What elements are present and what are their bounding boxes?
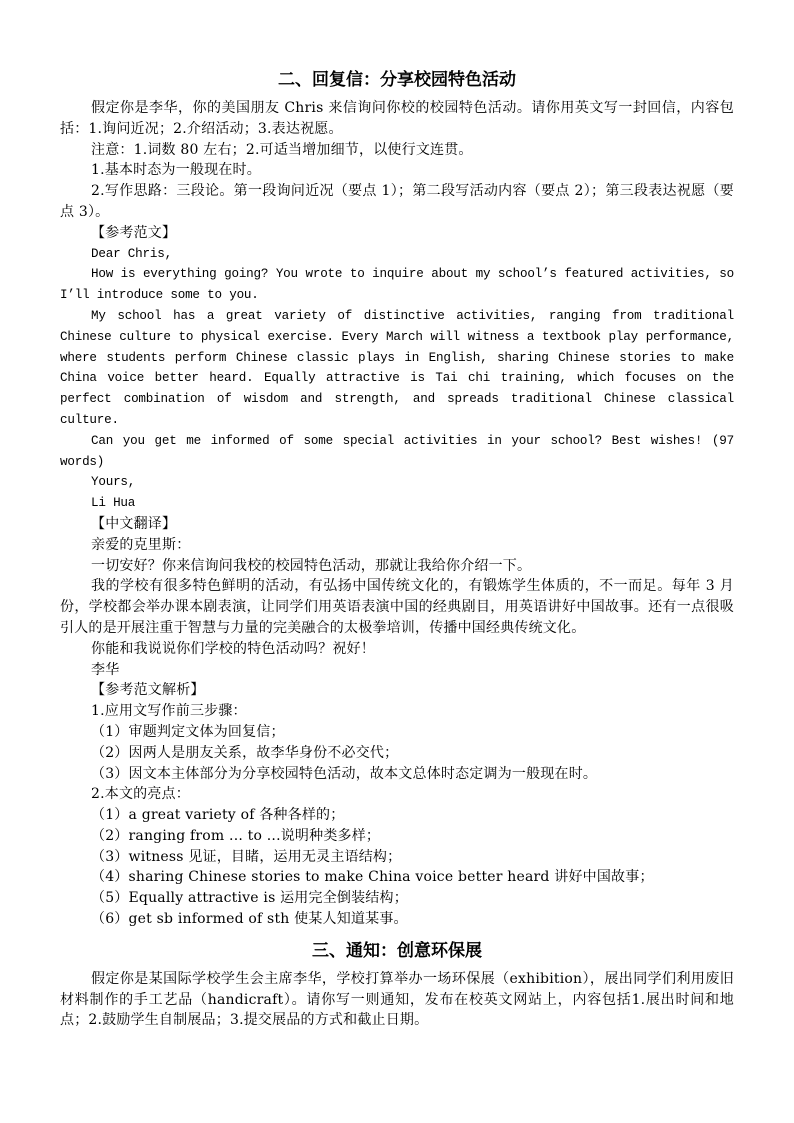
- highlight-item: （2）ranging from ... to ...说明种类多样；: [91, 827, 381, 844]
- section3-task: 假定你是某国际学校学生会主席李华，学校打算举办一场环保展（exhibition），展出同学们利用废旧材料制作的手工艺品（handicraft）。请你写一则通知，发布在校英文网站上，内容包括1.展出时间和地点；2.鼓励学生自制展品；3.提交展品的方式和截止日期。: [60, 970, 734, 1029]
- highlight-item: （3）witness 见证，目睹，运用无灵主语结构；: [91, 848, 402, 865]
- note-structure: 2.写作思路：三段论。第一段询问近况（要点 1）；第二段写活动内容（要点 2）；第三段表达祝愿（要点 3）。: [60, 183, 734, 220]
- step-item: （2）因两人是朋友关系，故李华身份不必交代；: [91, 744, 399, 761]
- step-item: （3）因文本主体部分为分享校园特色活动，故本文总体时态定调为一般现在时。: [91, 765, 598, 782]
- highlight-item: （5）Equally attractive is 运用完全倒装结构；: [91, 890, 408, 907]
- highlight-item: （4）sharing Chinese stories to make China voice better heard 讲好中国故事；: [91, 869, 654, 886]
- document-page: [60, 68, 734, 1031]
- letter-paragraph-1: How is everything going? You wrote to inquire about my school’s featured activities, so I’ll introduce some to you.: [60, 267, 734, 303]
- highlights-title: 2.本文的亮点：: [91, 786, 190, 803]
- translation-paragraph-3: 你能和我说说你们学校的特色活动吗？祝好！: [91, 640, 375, 657]
- letter-paragraph-2: My school has a great variety of distinctive activities, ranging from traditional Chinese culture to physical exercise. Every March will witness a textbook play performance, where students perform Chinese classic plays in English, sharing Chinese stories to make China voice better heard. Equally attractive is Tai chi training, which focuses on the perfect combination of wisdom and strength, and spreads traditional Chinese classical culture.: [60, 308, 734, 427]
- letter-greeting: Dear Chris,: [91, 246, 172, 261]
- translation-label: 【中文翻译】: [91, 515, 177, 532]
- highlight-item: （6）get sb informed of sth 使某人知道某事。: [91, 911, 408, 928]
- letter-closing: Yours,: [91, 475, 136, 490]
- note-tense: 1.基本时态为一般现在时。: [91, 162, 261, 179]
- section3-title: 三、通知：创意环保展: [312, 940, 482, 961]
- translation-paragraph-1: 一切安好？你来信询问我校的校园特色活动，那就让我给你介绍一下。: [91, 557, 532, 574]
- step-item: （1）审题判定文体为回复信；: [91, 723, 285, 740]
- translation-paragraph-2: 我的学校有很多特色鲜明的活动，有弘扬中国传统文化的，有锻炼学生体质的，不一而足。每年 3 月份，学校都会举办课本剧表演，让同学们用英语表演中国的经典剧目，用英语讲好中国故事。还有一点很吸引人的是开展注重于智慧与力量的完美融合的太极拳培训，传播中国经典传统文化。: [60, 578, 734, 636]
- section2-title: 二、回复信：分享校园特色活动: [278, 70, 516, 90]
- translation-signature: 李华: [91, 661, 120, 678]
- translation-greeting: 亲爱的克里斯：: [91, 536, 191, 553]
- reference-label: 【参考范文】: [91, 224, 177, 241]
- letter-paragraph-3: Can you get me informed of some special activities in your school? Best wishes! (97 words): [60, 433, 734, 469]
- letter-signature: Li Hua: [91, 496, 136, 511]
- task-description: 假定你是李华，你的美国朋友 Chris 来信询问你校的校园特色活动。请你用英文写一封回信，内容包括：1.询问近况；2.介绍活动；3.表达祝愿。: [60, 100, 734, 137]
- note-word-count: 注意：1.词数 80 左右；2.可适当增加细节，以使行文连贯。: [91, 141, 473, 158]
- highlight-item: （1）a great variety of 各种各样的；: [91, 807, 345, 824]
- analysis-label: 【参考范文解析】: [91, 682, 205, 699]
- steps-title: 1.应用文写作前三步骤：: [91, 703, 247, 720]
